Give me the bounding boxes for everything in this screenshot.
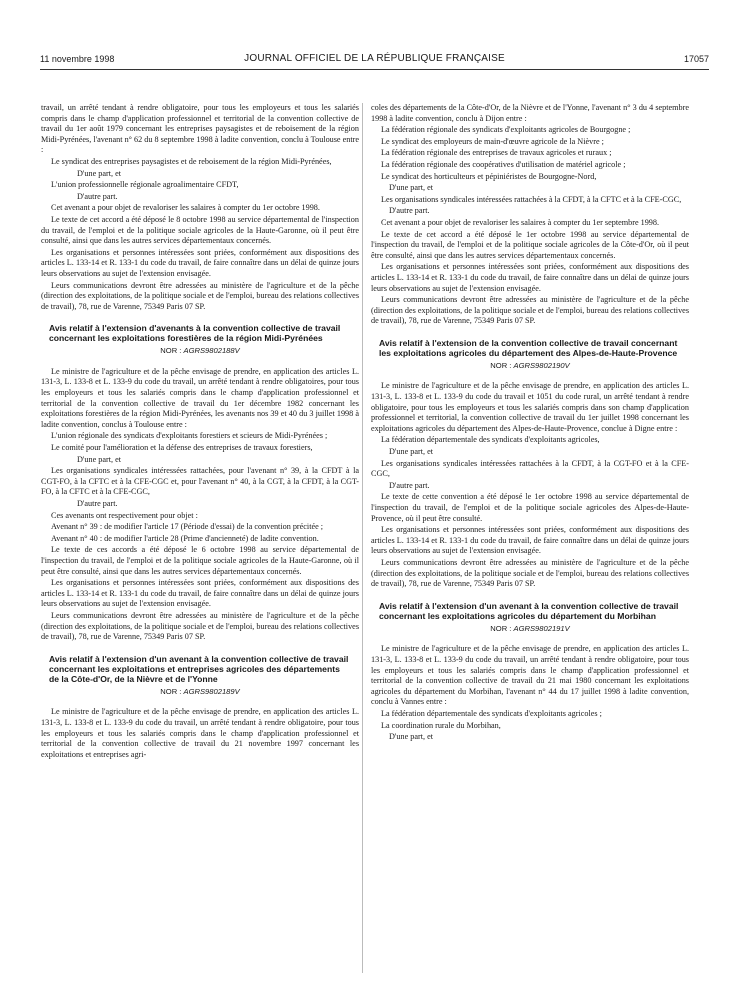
paragraph: Le comité pour l'amélioration et la défense des entreprises de travaux forestiers, [51, 443, 313, 453]
paragraph: Les organisations et personnes intéressées sont priées, conformément aux dispositions des articles L. 133-14 et R. 133-1 du code du travail, de faire connaître dans un délai de quinze jours leurs observations au sujet de l'extension envisagée. [41, 578, 359, 609]
notice-title: Avis relatif à l'extension d'un avenant à la convention collective de travail concernant les exploitations agricoles du département du Morbihan [379, 600, 679, 621]
nor-label: NOR : [490, 623, 512, 633]
paragraph: Le syndicat des entreprises paysagistes et de reboisement de la région Midi-Pyrénées, [51, 156, 332, 166]
paragraph: La fédération départementale des syndicats d'exploitants agricoles ; [381, 708, 602, 718]
paragraph: Ces avenants ont respectivement pour objet : [51, 510, 198, 520]
nor-reference [41, 687, 359, 698]
notice-title: Avis relatif à l'extension d'avenants à la convention collective de travail concernant les exploitations forestières de la région Midi-Pyrénées [49, 323, 341, 344]
nor-code: AGRS9802188V [183, 346, 240, 356]
nor-label: NOR : [490, 360, 512, 370]
paragraph: Le syndicat des employeurs de main-d'œuvre agricole de la Nièvre ; [381, 136, 604, 146]
paragraph: Les organisations et personnes intéressées sont priées, conformément aux dispositions des articles L. 133-14 et R. 133-1 du code du travail, de faire connaître dans un délai de quinze jours leurs observations au sujet de l'extension envisagée. [371, 262, 689, 293]
left-column [41, 103, 359, 973]
nor-reference [371, 624, 689, 635]
paragraph: Leurs communications devront être adressées au ministère de l'agriculture et de la pêche (direction des exploitations, de la politique sociale et de l'emploi, bureau des relations collectives de travail), 78, rue de Varenne, 75349 Paris 07 SP. [41, 280, 359, 311]
paragraph: Cet avenant a pour objet de revaloriser les salaires à compter du 1er septembre 1998. [381, 217, 660, 227]
paragraph: D'une part, et [77, 454, 121, 464]
paragraph: D'autre part. [77, 499, 118, 508]
nor-code: AGRS9802190V [513, 360, 570, 370]
page-number: 17057 [683, 54, 709, 64]
paragraph: Avenant n° 40 : de modifier l'article 28 (Prime d'ancienneté) de ladite convention. [51, 533, 319, 543]
paragraph: travail, un arrêté tendant à rendre obligatoire, pour tous les employeurs et tous les salariés compris dans le champ d'application professionnel et territorial de la convention collective de travail du 1er août 1979 concernant les entreprises paysagistes et de reboisement de la région Midi-Pyrénées, l'avenant n° 62 du 8 septembre 1998 à ladite convention, conclu à Toulouse entre : [41, 103, 359, 155]
nor-code: AGRS9802189V [183, 686, 240, 696]
paragraph: Le ministre de l'agriculture et de la pêche envisage de prendre, en application des articles L. 131-3, L. 133-8 et L. 133-9 du code du travail et 1051 du code rural, un arrêté tendant à rendre obligatoire, pour tous les employeurs et tous les salariés compris dans son champ d'application professionnel et territorial, la convention collective de travail du 1er juillet 1998 concernant les exploitations agricoles du département des Alpes-de-Haute-Provence, conclue à Digne entre : [371, 381, 689, 433]
paragraph: Leurs communications devront être adressées au ministère de l'agriculture et de la pêche (direction des exploitations, de la politique sociale et de l'emploi, bureau des relations collectives de travail), 78, rue de Varenne, 75349 Paris 07 SP. [371, 557, 689, 589]
page-header [40, 54, 709, 68]
paragraph: Les organisations syndicales intéressées rattachées à la CFDT, à la CGT-FO et à la CFE-CGC, [371, 458, 689, 479]
paragraph: Le ministre de l'agriculture et de la pêche envisage de prendre, en application des articles L. 131-3, L. 133-8 et L. 133-9 du code du travail, un arrêté tendant à rendre obligatoire, pour tous les employeurs et tous les salariés compris dans le champ d'application professionnel et territorial de la convention collective de travail du 21 novembre 1997 concernant les exploitations et entreprises agri- [41, 707, 359, 759]
nor-label: NOR : [160, 686, 182, 696]
right-column [371, 103, 689, 973]
nor-reference [41, 346, 359, 357]
paragraph: Les organisations syndicales intéressées rattachées à la CFDT, à la CFTC et à la CFE-CGC, [381, 194, 682, 204]
nor-code: AGRS9802191V [513, 623, 570, 633]
issue-date: 11 novembre 1998 [40, 54, 115, 64]
paragraph: Les organisations et personnes intéressées sont priées, conformément aux dispositions des articles L. 133-14 et R. 133-1 du code du travail, de faire connaître dans un délai de quinze jours leurs observations au sujet de l'extension envisagée. [371, 525, 689, 556]
paragraph: La fédération régionale des syndicats d'exploitants agricoles de Bourgogne ; [381, 125, 631, 135]
paragraph: Avenant n° 39 : de modifier l'article 17 (Période d'essai) de la convention précitée ; [51, 522, 324, 532]
paragraph: La coordination rurale du Morbihan, [381, 720, 501, 730]
paragraph: D'une part, et [389, 183, 433, 193]
paragraph: Cet avenant a pour objet de revaloriser les salaires à compter du 1er octobre 1998. [51, 203, 320, 213]
paragraph: Les organisations et personnes intéressées sont priées, conformément aux dispositions des articles L. 133-14 et R. 133-1 du code du travail, de faire connaître dans un délai de quinze jours leurs observations au sujet de l'extension envisagée. [41, 247, 359, 278]
paragraph: Le syndicat des horticulteurs et pépiniéristes de Bourgogne-Nord, [381, 171, 597, 181]
paragraph: La fédération régionale des coopératives d'utilisation de matériel agricole ; [381, 159, 626, 169]
paragraph: Le ministre de l'agriculture et de la pêche envisage de prendre, en application des articles L. 131-3, L. 133-8 et L. 133-9 du code du travail, un arrêté tendant à rendre obligatoires, pour tous les employeurs et tous les salariés compris dans le champ d'application professionnel et territorial de la convention collective de travail du 1er décembre 1982 concernant les exploitations forestières de la région Midi-Pyrénées, les avenants nos 39 et 40 du 3 juillet 1998 à ladite convention, conclus à Toulouse entre : [41, 366, 359, 429]
paragraph: Leurs communications devront être adressées au ministère de l'agriculture et de la pêche (direction des exploitations, de la politique sociale et de l'emploi, bureau des relations collectives de travail), 78, rue de Varenne, 75349 Paris 07 SP. [41, 610, 359, 642]
header-rule [40, 69, 709, 70]
paragraph: Le texte de cette convention a été déposé le 1er octobre 1998 au service départemental de l'inspection du travail, de l'emploi et de la politique sociale agricoles des Alpes-de-Haute-Provence, où il peut être consulté. [371, 492, 689, 523]
paragraph: L'union professionnelle régionale agroalimentaire CFDT, [51, 180, 239, 190]
paragraph: Les organisations syndicales intéressées rattachées, pour l'avenant n° 39, à la CFDT à la CGT-FO, à la CFTC et à la CFE-CGC et, pour l'avenant n° 40, à la CGT, à la CFDT, à la CGT-FO, à la CFTC et à la CFE-CGC, [41, 466, 359, 497]
paragraph: D'une part, et [389, 732, 433, 742]
nor-label: NOR : [160, 346, 182, 356]
paragraph: Le texte de cet accord a été déposé le 8 octobre 1998 au service départemental de l'inspection du travail, de l'emploi et de la politique sociale agricoles de la Haute-Garonne, où il peut être consulté, ainsi que dans les autres services départementaux concernés. [41, 214, 359, 246]
paragraph: D'autre part. [389, 480, 430, 490]
paragraph: La fédération départementale des syndicats d'exploitants agricoles, [381, 435, 600, 445]
paragraph: D'autre part. [77, 191, 118, 201]
paragraph: coles des départements de la Côte-d'Or, de la Nièvre et de l'Yonne, l'avenant n° 3 du 4 septembre 1998 à ladite convention, conclu à Dijon entre : [371, 103, 689, 123]
paragraph: D'une part, et [389, 447, 433, 457]
paragraph: Le texte de cet accord a été déposé le 1er octobre 1998 au service départemental de l'inspection du travail, de l'emploi et de la politique sociale agricoles de la Côte-d'Or, où il peut être consulté, ainsi que dans les autres services départementaux concernés. [371, 229, 689, 260]
journal-title: JOURNAL OFFICIEL DE LA RÉPUBLIQUE FRANÇAISE [244, 53, 505, 64]
column-divider [362, 103, 363, 973]
nor-reference [371, 361, 689, 372]
paragraph: Leurs communications devront être adressées au ministère de l'agriculture et de la pêche (direction des exploitations, de la politique sociale et de l'emploi, bureau des relations collectives de travail), 78, rue de Varenne, 75349 Paris 07 SP. [371, 295, 689, 326]
paragraph: Le ministre de l'agriculture et de la pêche envisage de prendre, en application des articles L. 131-3, L. 133-8 et L. 133-9 du code du travail, un arrêté tendant à rendre obligatoire, pour tous les employeurs et tous les salariés compris dans le champ d'application professionnel et territorial de la convention collective de travail du 21 mai 1980 concernant les exploitations agricoles du département du Morbihan, l'avenant n° 44 du 17 juillet 1998 à ladite convention, conclu à Vannes entre : [371, 644, 689, 707]
paragraph: Le texte de ces accords a été déposé le 6 octobre 1998 au service départemental de l'inspection du travail, de l'emploi et de la politique sociale agricoles de la Haute-Garonne, où il peut être consulté, ainsi que dans les autres services départementaux concernés. [41, 545, 359, 576]
paragraph: La fédération régionale des entreprises de travaux agricoles et ruraux ; [381, 148, 612, 158]
paragraph: L'union régionale des syndicats d'exploitants forestiers et scieurs de Midi-Pyrénées ; [51, 431, 328, 441]
paragraph: D'une part, et [77, 168, 121, 178]
notice-title: Avis relatif à l'extension de la convention collective de travail concernant les exploitations agricoles du département des Alpes-de-Haute-Provence [379, 337, 678, 358]
paragraph: D'autre part. [389, 206, 430, 216]
notice-title: Avis relatif à l'extension d'un avenant à la convention collective de travail concernant les exploitations et entreprises agricoles des départements de la Côte-d'Or, de la Nièvre et de l'Yonne [49, 653, 349, 684]
